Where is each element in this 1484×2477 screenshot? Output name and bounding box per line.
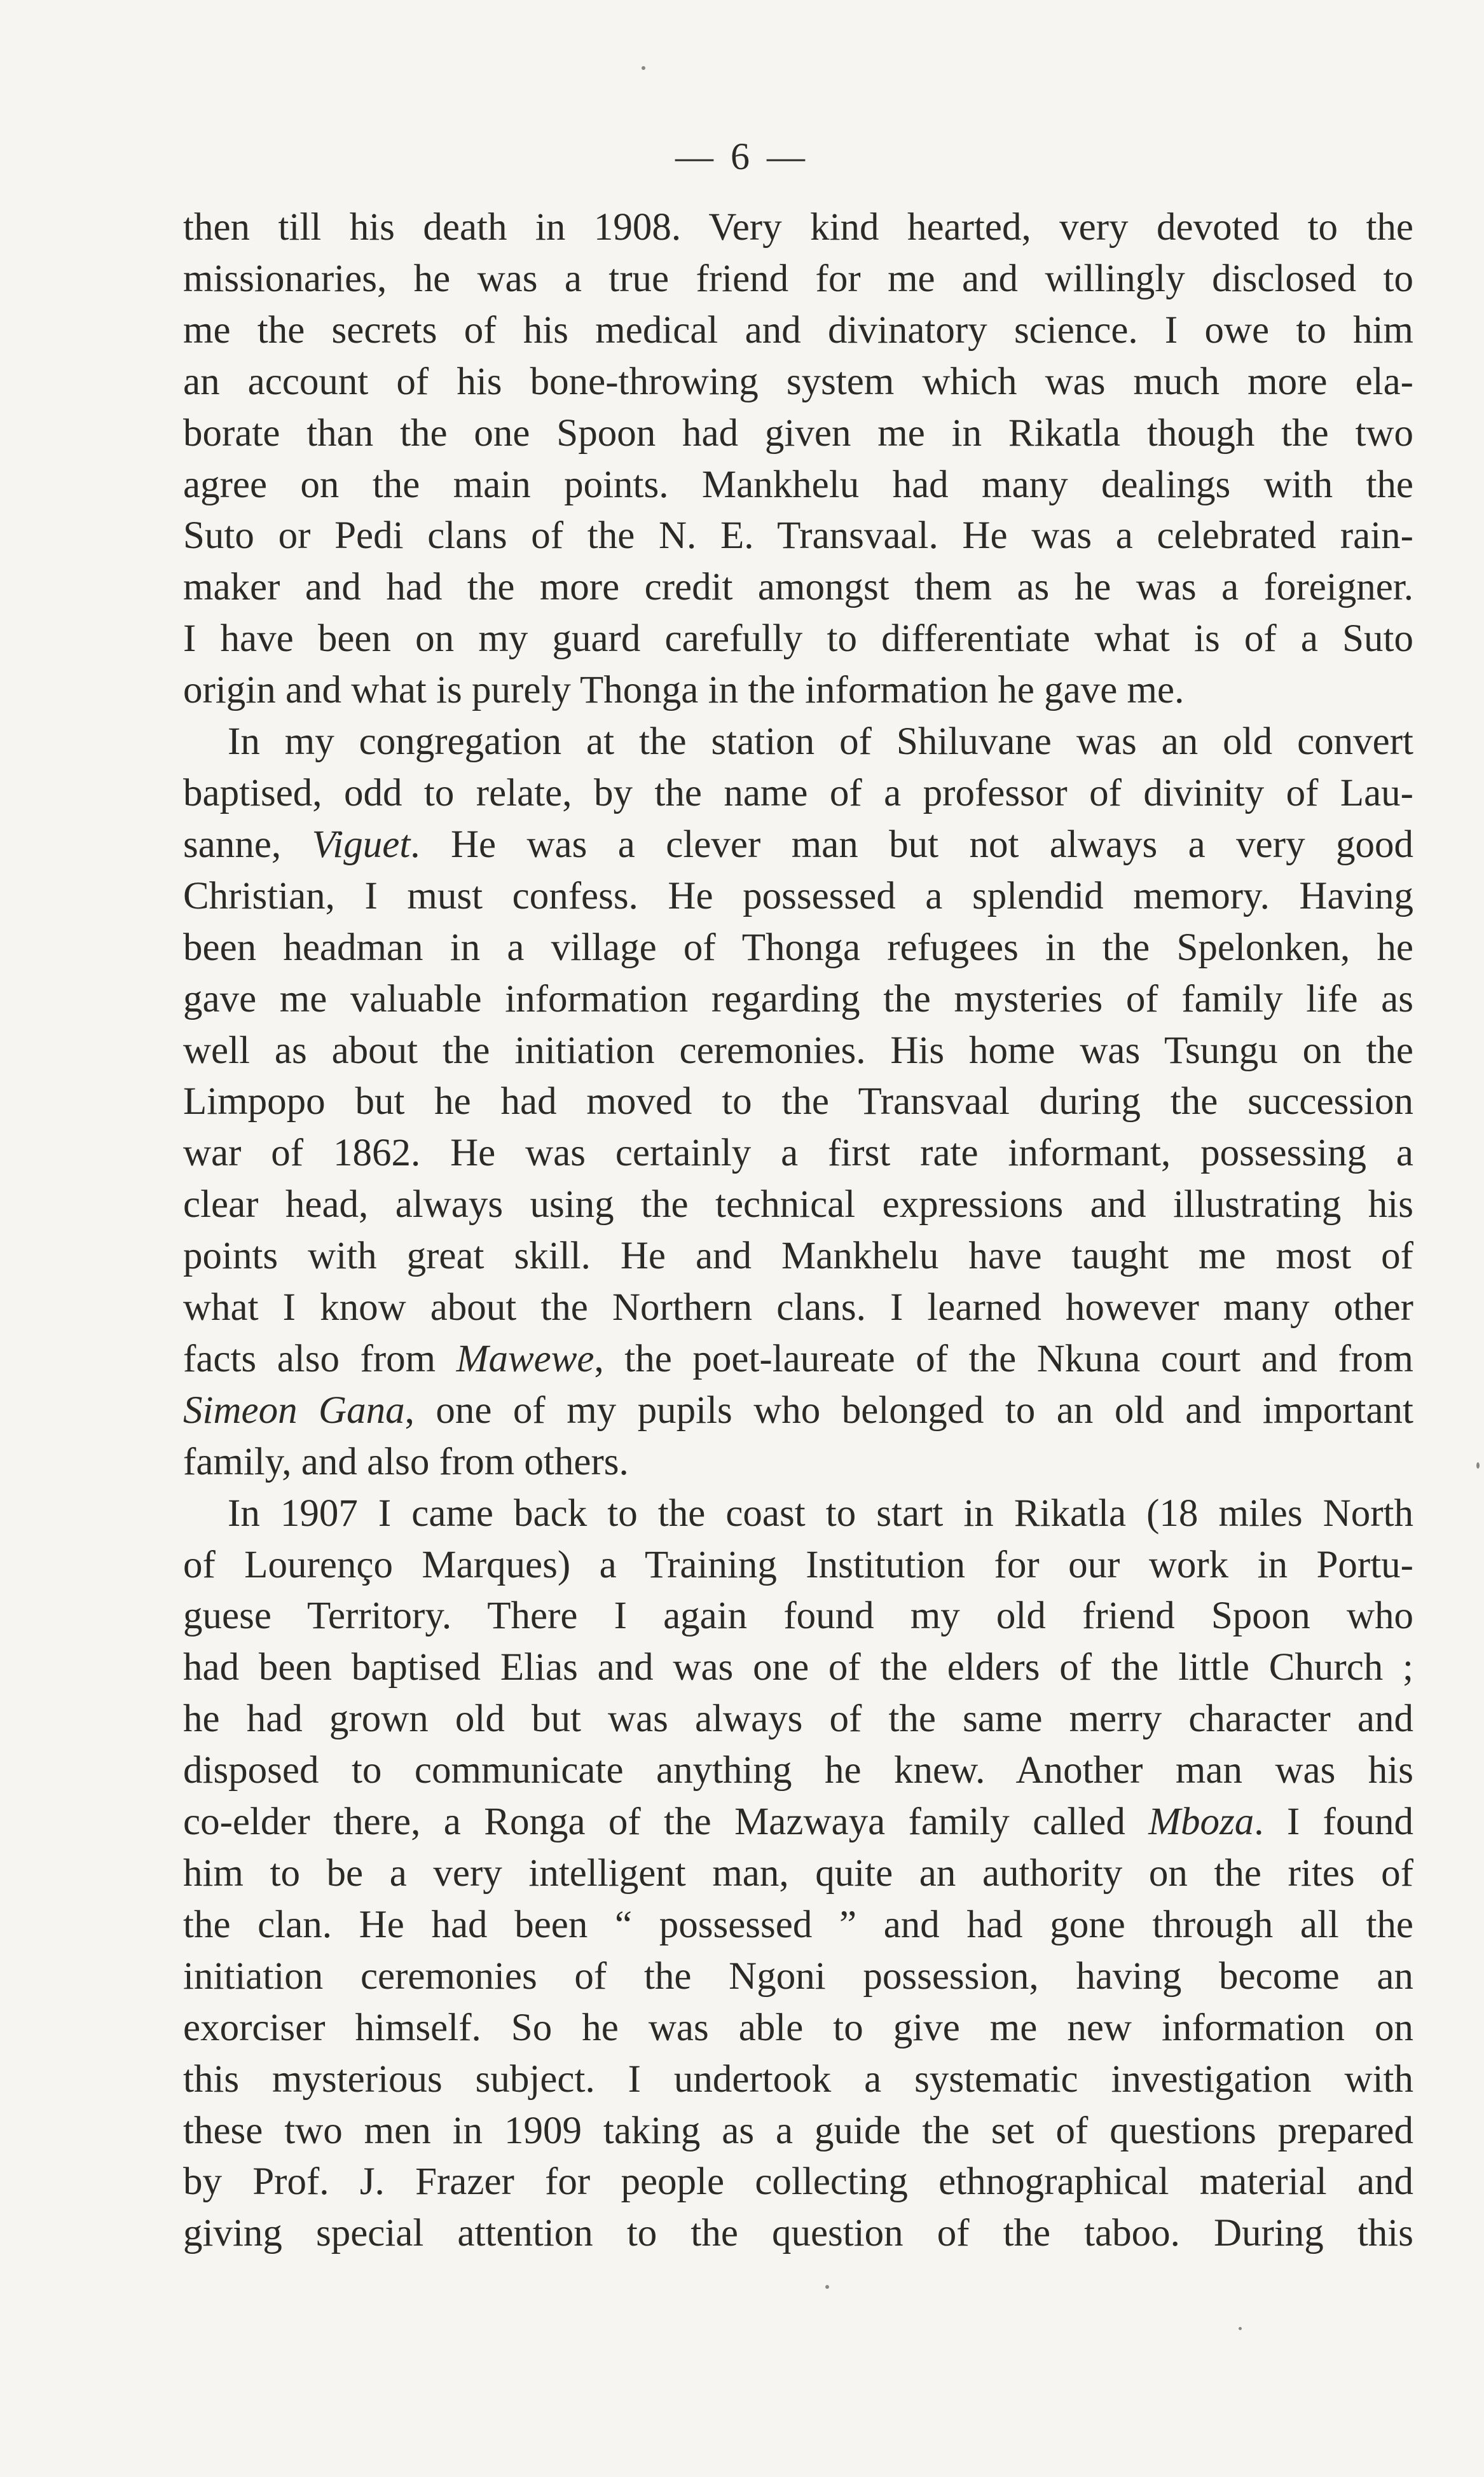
text-line: been headman in a village of Thonga refugees in the Spelonken, he: [183, 926, 1413, 969]
italic-term: Simeon Gana: [183, 1389, 405, 1432]
text-line: me the secrets of his medical and divinatory science. I owe to him: [183, 308, 1413, 352]
text-line: guese Territory. There I again found my old friend Spoon who: [183, 1595, 1413, 1638]
text-line: origin and what is purely Thonga in the information he gave me.: [183, 669, 1185, 712]
text-line: family, and also from others.: [183, 1440, 629, 1483]
text-line: initiation ceremonies of the Ngoni possession, having become an: [183, 1954, 1413, 1998]
text-line: points with great skill. He and Mankhelu have taught me most of: [183, 1235, 1413, 1278]
text-line: he had grown old but was always of the same merry character and: [183, 1698, 1413, 1741]
text-line: this mysterious subject. I undertook a systematic investigation with: [183, 2057, 1413, 2101]
ink-speck: [642, 66, 645, 70]
italic-term: Viguet: [312, 823, 411, 866]
text-line: what I know about the Northern clans. I learned however many other: [183, 1286, 1413, 1329]
text-line: had been baptised Elias and was one of the elders of the little Church ;: [183, 1646, 1413, 1689]
text-line: maker and had the more credit amongst them as he was a foreigner.: [183, 566, 1413, 609]
italic-term: Mawewe: [456, 1337, 594, 1380]
text-line: Simeon Gana, one of my pupils who belonged to an old and important: [183, 1389, 1413, 1432]
text-line: disposed to communicate anything he knew. Another man was his: [183, 1749, 1413, 1792]
ink-speck: [825, 2285, 829, 2289]
text-line: then till his death in 1908. Very kind hearted, very devoted to the: [183, 206, 1413, 249]
text-line: giving special attention to the question of the taboo. During this: [183, 2212, 1413, 2255]
text-line: these two men in 1909 taking as a guide the set of questions prepared: [183, 2109, 1413, 2152]
text-line: clear head, always using the technical expressions and illustrating his: [183, 1183, 1413, 1226]
body-text: [183, 202, 1413, 2260]
text-line: by Prof. J. Frazer for people collecting ethnographical material and: [183, 2160, 1413, 2204]
text-line: an account of his bone-throwing system which was much more ela-: [183, 360, 1413, 403]
paragraph-1: [183, 202, 1413, 717]
text-line: war of 1862. He was certainly a first rate informant, possessing a: [183, 1132, 1413, 1175]
paragraph-3: [183, 1488, 1413, 2260]
text-line: Limpopo but he had moved to the Transvaal during the succession: [183, 1080, 1413, 1123]
text-line: I have been on my guard carefully to differentiate what is of a Suto: [183, 617, 1413, 661]
text-line: co-elder there, a Ronga of the Mazwaya family called Mboza. I found: [183, 1801, 1413, 1844]
italic-term: Mboza: [1148, 1801, 1254, 1844]
text-line: baptised, odd to relate, by the name of a professor of divinity of Lau-: [183, 771, 1413, 814]
text-line: gave me valuable information regarding the mysteries of family life as: [183, 977, 1413, 1020]
text-line: In 1907 I came back to the coast to start in Rikatla (18 miles North: [228, 1492, 1413, 1535]
text-line: facts also from Mawewe, the poet-laureate of the Nkuna court and from: [183, 1337, 1413, 1380]
text-line: exorciser himself. So he was able to give me new information on: [183, 2006, 1413, 2049]
text-line: borate than the one Spoon had given me in Rikatla though the two: [183, 411, 1413, 455]
page-number: — 6 —: [675, 135, 809, 177]
text-line: agree on the main points. Mankhelu had many dealings with the: [183, 463, 1413, 506]
text-line: Christian, I must confess. He possessed a splendid memory. Having: [183, 874, 1413, 917]
text-line: missionaries, he was a true friend for me and willingly disclosed to: [183, 257, 1413, 300]
ink-speck: [1476, 1462, 1480, 1469]
text-line: sanne, Viguet. He was a clever man but not always a very good: [183, 823, 1413, 866]
text-line: him to be a very intelligent man, quite an authority on the rites of: [183, 1852, 1413, 1895]
text-line: the clan. He had been “ possessed ” and had gone through all the: [183, 1903, 1413, 1946]
ink-speck: [1239, 2327, 1242, 2330]
text-line: well as about the initiation ceremonies. His home was Tsungu on the: [183, 1029, 1413, 1072]
text-line: In my congregation at the station of Shiluvane was an old convert: [228, 720, 1413, 764]
text-line: of Lourenço Marques) a Training Institution for our work in Portu-: [183, 1543, 1413, 1586]
paragraph-2: [183, 717, 1413, 1488]
text-line: Suto or Pedi clans of the N. E. Transvaal. He was a celebrated rain-: [183, 514, 1413, 558]
